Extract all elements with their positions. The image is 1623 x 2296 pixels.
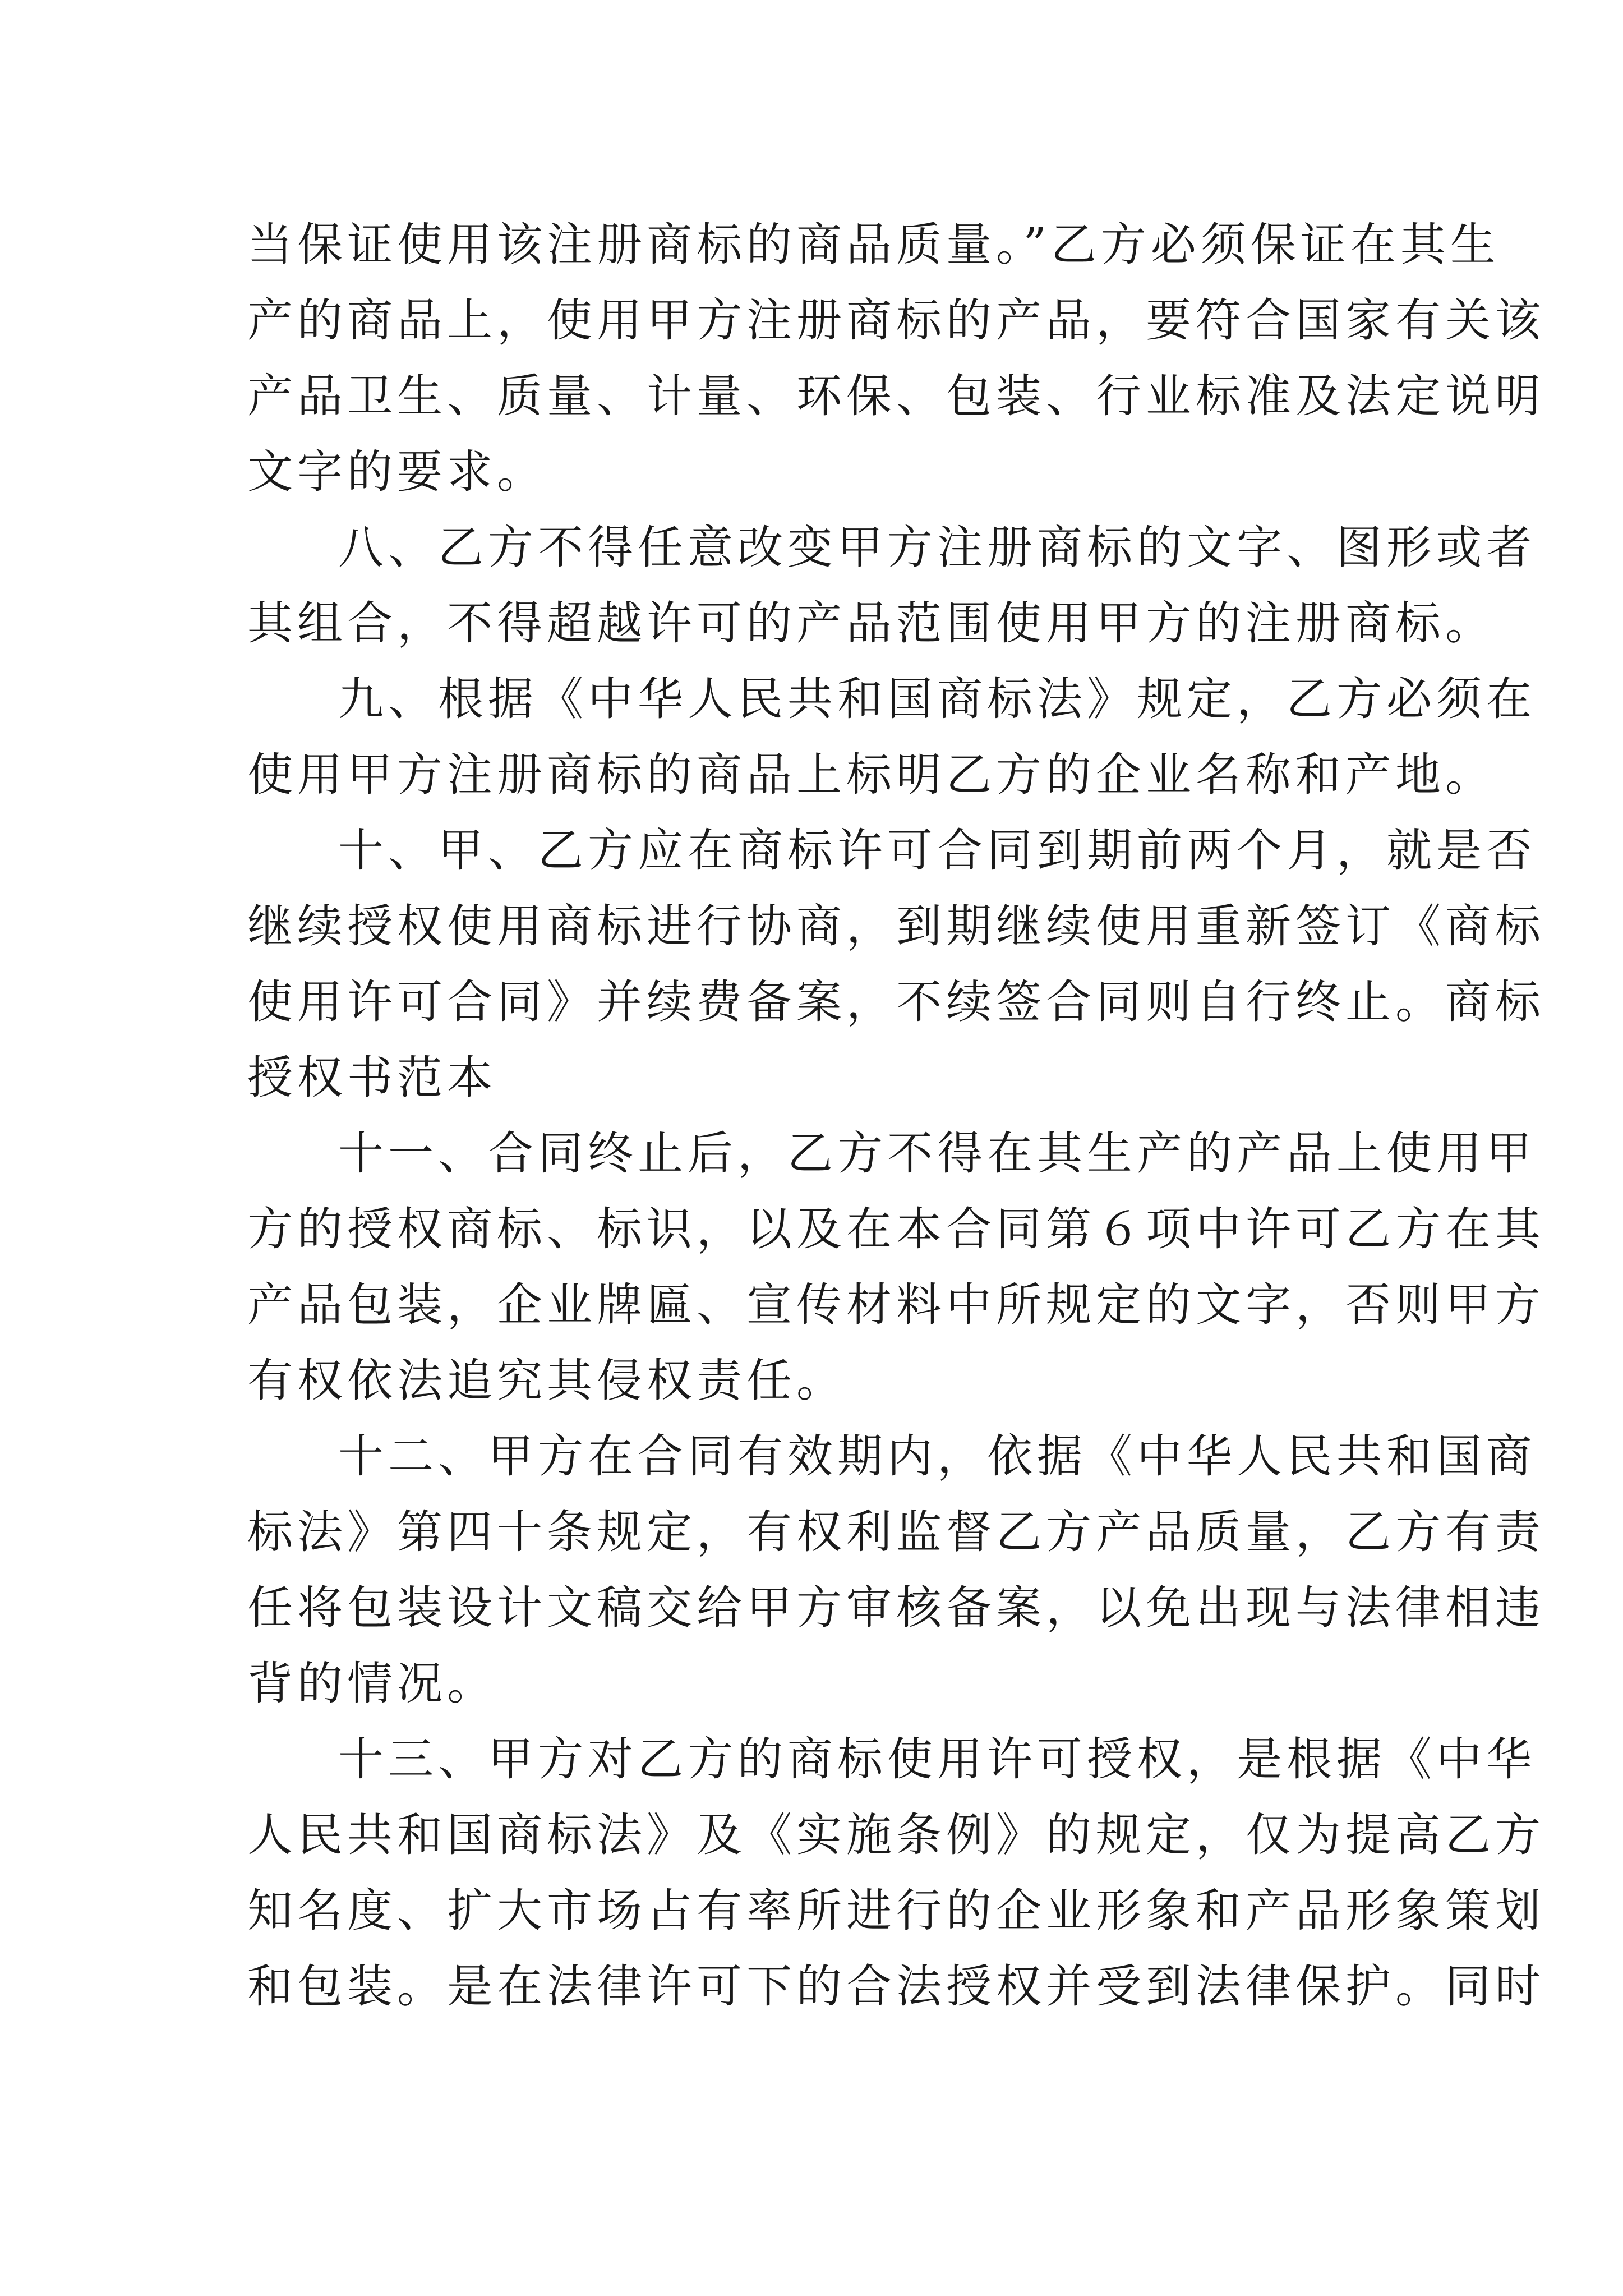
text-line: 十一、合同终止后，乙方不得在其生产的产品上使用甲 (338, 1128, 1537, 1180)
document-body (247, 208, 1546, 2025)
text-line: 其组合，不得超越许可的产品范围使用甲方的注册商标。 (247, 597, 1496, 650)
paragraph-p11 (247, 1116, 1546, 1419)
paragraph-p7-continued (247, 208, 1546, 510)
text-line: 知名度、扩大市场占有率所进行的企业形象和产品形象策划 (247, 1885, 1546, 1938)
paragraph-p13 (247, 1722, 1546, 2025)
text-line: 使用甲方注册商标的商品上标明乙方的企业名称和产地。 (247, 749, 1496, 802)
text-line: 产的商品上，使用甲方注册商标的产品，要符合国家有关该 (247, 295, 1546, 347)
text-line: 九、根据《中华人民共和国商标法》规定，乙方必须在 (338, 673, 1537, 726)
text-line: 产品卫生、质量、计量、环保、包装、行业标准及法定说明 (247, 370, 1546, 423)
text-line: 方的授权商标、标识，以及在本合同第６项中许可乙方在其 (247, 1203, 1546, 1256)
text-line: 八、乙方不得任意改变甲方注册商标的文字、图形或者 (338, 522, 1537, 574)
text-line: 十、甲、乙方应在商标许可合同到期前两个月，就是否 (338, 825, 1537, 877)
text-line: 授权书范本 (247, 1052, 497, 1105)
text-line: 和包装。是在法律许可下的合法授权并受到法律保护。同时 (247, 1961, 1546, 2013)
paragraph-p10 (247, 813, 1546, 1116)
text-line: 十三、甲方对乙方的商标使用许可授权，是根据《中华 (338, 1733, 1537, 1786)
paragraph-p9 (247, 662, 1537, 813)
text-line: 有权依法追究其侵权责任。 (247, 1355, 847, 1407)
text-line: 产品包装，企业牌匾、宣传材料中所规定的文字，否则甲方 (247, 1279, 1546, 1332)
text-line: 文字的要求。 (247, 446, 547, 499)
text-line: 任将包装设计文稿交给甲方审核备案，以免出现与法律相违 (247, 1582, 1546, 1635)
paragraph-p8 (247, 510, 1537, 662)
text-line: 人民共和国商标法》及《实施条例》的规定，仅为提高乙方 (247, 1809, 1546, 1862)
text-line: 使用许可合同》并续费备案，不续签合同则自行终止。商标 (247, 976, 1546, 1029)
text-line: 当保证使用该注册商标的商品质量。”乙方必须保证在其生 (247, 219, 1500, 272)
text-line: 标法》第四十条规定，有权利监督乙方产品质量，乙方有责 (247, 1506, 1546, 1559)
text-line: 继续授权使用商标进行协商，到期继续使用重新签订《商标 (247, 900, 1546, 953)
text-line: 十二、甲方在合同有效期内，依据《中华人民共和国商 (338, 1430, 1537, 1483)
text-line: 背的情况。 (247, 1658, 497, 1710)
paragraph-p12 (247, 1419, 1546, 1722)
